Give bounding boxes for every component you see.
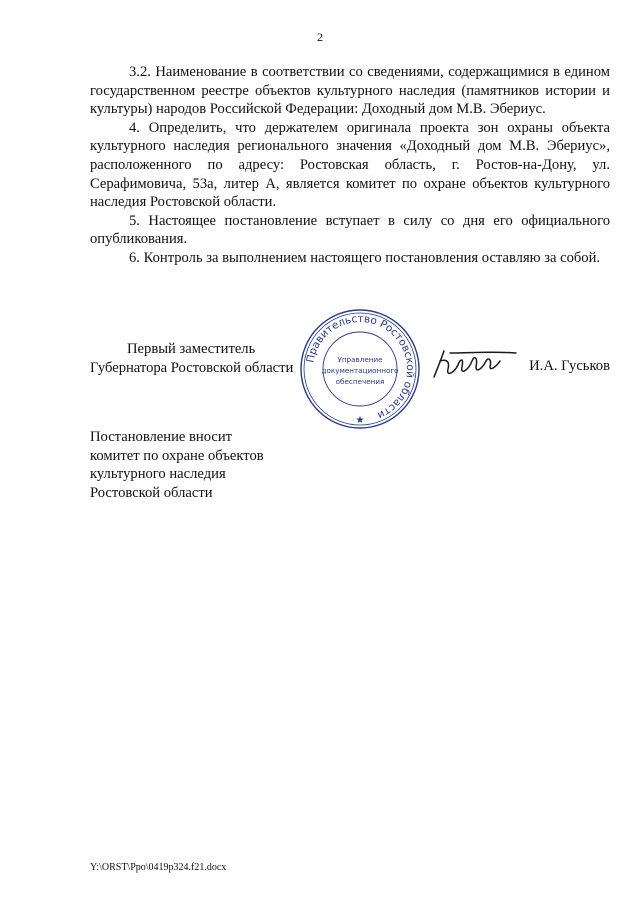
official-seal (298, 307, 422, 431)
signatory-title-line2: Губернатора Ростовской области (90, 359, 294, 376)
submitter-line4: Ростовской области (90, 484, 213, 501)
handwritten-signature (430, 347, 520, 381)
submitter-note (90, 428, 264, 502)
signatory-title (90, 340, 294, 377)
submitter-line1: Постановление вносит (90, 429, 233, 445)
seal-center-line3: обеспечения (335, 377, 385, 386)
seal-center-line2: документационного (321, 366, 399, 375)
seal-ring-text: Правительство Ростовской области (304, 312, 417, 422)
paragraph-4: 4. Определить, что держателем оригинала проекта зон охраны объекта культурного наследия регионального значения «Доходный дом М.В. Эбериус», расположенного по адресу: Ростовская область, г. Ростов-на-Дону, ул. Серафимовича, 53а, литер А, является комитет по охране объектов культурного наследия Ростовской области. (90, 119, 610, 211)
page-number: 2 (317, 30, 323, 44)
submitter-line2: комитет по охране объектов (90, 447, 264, 464)
paragraph-3-2: 3.2. Наименование в соответствии со сведениями, содержащимися в едином государственном реестре объектов культурного наследия (памятников истории и культуры) народов Российской Федерации: Доходный дом М.В. Эбериус. (90, 64, 610, 118)
signatory-name: И.А. Гуськов (529, 358, 610, 374)
paragraph-6: 6. Контроль за выполнением настоящего постановления оставляю за собой. (129, 249, 601, 266)
paragraph-5: 5. Настоящее постановление вступает в силу со дня его официального опубликования. (90, 212, 610, 248)
signatory-title-line1: Первый заместитель (127, 341, 256, 357)
seal-star-icon: ★ (355, 415, 365, 426)
seal-center-line1: Управление (337, 355, 383, 364)
document-body (90, 63, 610, 268)
file-path: Y:\ORST\Ppo\0419p324.f21.docx (90, 862, 227, 873)
submitter-line3: культурного наследия (90, 466, 226, 483)
